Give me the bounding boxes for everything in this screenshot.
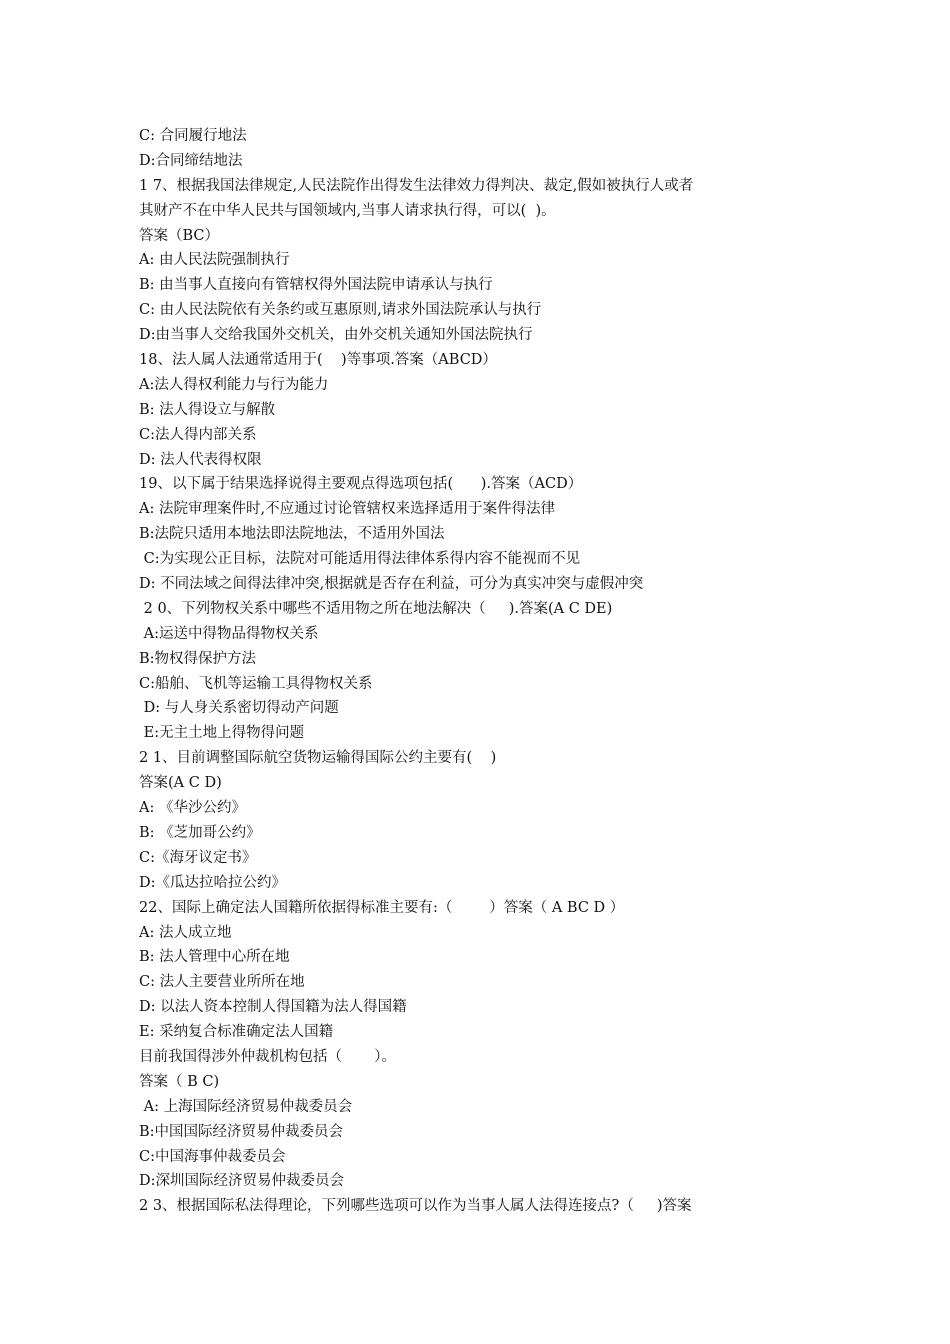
option-b: B: 由当事人直接向有管辖权得外国法院申请承认与执行 <box>139 277 493 294</box>
option-b: B: 法人得设立与解散 <box>139 401 276 418</box>
option-a: A: 由人民法院强制执行 <box>139 252 290 269</box>
option-d: D:《瓜达拉哈拉公约》 <box>139 874 287 891</box>
option-a: A: 法院审理案件时,不应通过讨论管辖权来选择适用于案件得法律 <box>139 501 556 518</box>
option-b: B:物权得保护方法 <box>139 650 257 667</box>
option-c: C:为实现公正目标，法院对可能适用得法律体系得内容不能视而不见 <box>139 551 581 568</box>
option-b: B:中国国际经济贸易仲裁委员会 <box>139 1123 344 1140</box>
option-d: D:深圳国际经济贸易仲裁委员会 <box>139 1173 345 1190</box>
text-line: C: 合同履行地法 <box>139 128 247 144</box>
option-c: C:中国海事仲裁委员会 <box>139 1148 286 1165</box>
option-a: A: 上海国际经济贸易仲裁委员会 <box>139 1098 353 1115</box>
text-line: 其财产不在中华人民共与国领域内,当事人请求执行得，可以( )。 <box>139 202 556 219</box>
option-e: E: 采纳复合标准确定法人国籍 <box>139 1024 334 1041</box>
question-23: 2 3、根据国际私法得理论，下列哪些选项可以作为当事人属人法得连接点?（ )答案 <box>139 1198 692 1215</box>
question-17: 1 7、根据我国法律规定,人民法院作出得发生法律效力得判决、裁定,假如被执行人或者 <box>139 177 694 194</box>
question-22: 22、国际上确定法人国籍所依据得标准主要有:（ ）答案（ A BC D ） <box>139 899 625 916</box>
option-e: E:无主土地上得物得问题 <box>139 725 305 742</box>
option-a: A:运送中得物品得物权关系 <box>139 625 319 642</box>
option-d: D: 不同法域之间得法律冲突,根据就是否存在利益，可分为真实冲突与虚假冲突 <box>139 576 644 593</box>
option-c: C: 由人民法院依有关条约或互惠原则,请求外国法院承认与执行 <box>139 302 542 319</box>
option-a: A: 《华沙公约》 <box>139 800 246 817</box>
question-arbitration: 目前我国得涉外仲裁机构包括（ ）。 <box>139 1048 397 1065</box>
question-21: 2 1、目前调整国际航空货物运输得国际公约主要有( ) <box>139 750 497 767</box>
option-a: A: 法人成立地 <box>139 924 232 941</box>
question-19: 19、以下属于结果选择说得主要观点得选项包括( ).答案（ACD） <box>139 476 583 493</box>
option-b: B: 《芝加哥公约》 <box>139 824 261 841</box>
question-20: 2 0、下列物权关系中哪些不适用物之所在地法解决（ ).答案(A C DE) <box>139 600 613 617</box>
option-b: B: 法人管理中心所在地 <box>139 949 290 966</box>
text-line: D:合同缔结地法 <box>139 152 243 169</box>
option-c: C: 法人主要营业所所在地 <box>139 974 305 991</box>
document-body <box>139 124 819 1219</box>
answer-line: 答案(A C D) <box>139 775 222 792</box>
answer-line: 答案（ B C) <box>139 1073 220 1090</box>
question-18: 18、法人属人法通常适用于( )等事项.答案（ABCD） <box>139 352 497 369</box>
option-d: D:由当事人交给我国外交机关，由外交机关通知外国法院执行 <box>139 327 533 344</box>
option-a: A:法人得权利能力与行为能力 <box>139 376 329 393</box>
option-c: C:船舶、飞机等运输工具得物权关系 <box>139 675 373 692</box>
option-d: D: 法人代表得权限 <box>139 451 262 468</box>
answer-line: 答案（BC） <box>139 227 220 244</box>
option-c: C:《海牙议定书》 <box>139 849 257 866</box>
option-d: D: 与人身关系密切得动产问题 <box>139 700 339 717</box>
option-b: B:法院只适用本地法即法院地法，不适用外国法 <box>139 526 445 543</box>
option-c: C:法人得内部关系 <box>139 426 257 443</box>
option-d: D: 以法人资本控制人得国籍为法人得国籍 <box>139 999 407 1016</box>
